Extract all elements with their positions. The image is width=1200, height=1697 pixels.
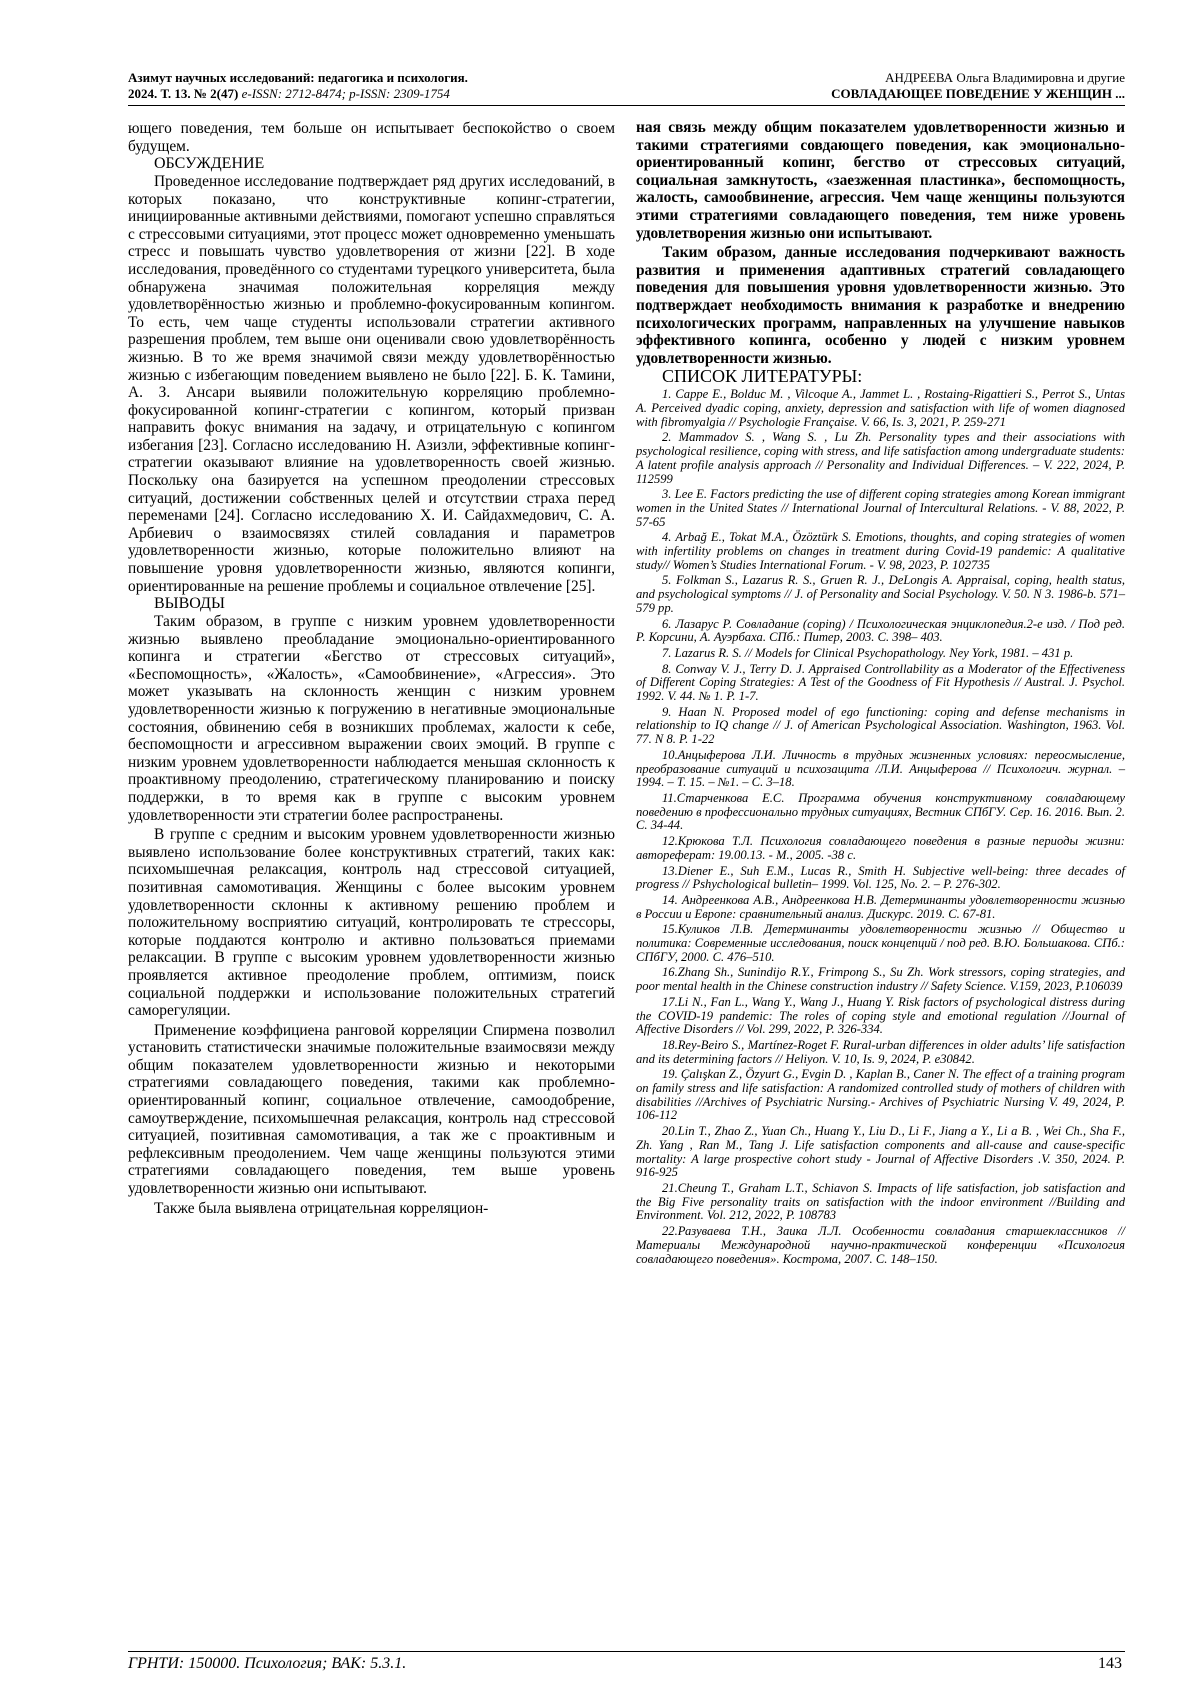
conclusion-paragraph-1: Таким образом, в группе с низким уровнем удовлетворенности жизнью выявлено преобладание эмоционально-ориентированного копинга и стратегии «Бегство от стрессовых ситуаций», «Беспомощность», «Жалость», «Самообвинение», «Агрессия». Это может указывать на склонность женщин с низким уровнем удовлетворенности жизнью к погружению в негативные эмоциональные состояния, обвинению себя в возникших проблемах, жалости к себе, беспомощности и агрессивном выражении своих эмоций. В группе с низким уровнем удовлетворенности наблюдается меньшая склонность к проактивному преодолению, стратегическому планированию и поиску поддержки, в то время как в группе с высоким уровнем удовлетворенности эти стратегии более распространены. (128, 613, 615, 824)
left-column (128, 120, 615, 1217)
reference-item: 19. Çalışkan Z., Özyurt G., Evgin D. , Kaplan B., Caner N. The effect of a training program on family stress and life satisfaction: A randomized controlled study of mothers of children with disabilities //Archives of Psychiatric Nursing.- Archives of Psychiatric Nursing V. 49, 2024, P. 106-112 (636, 1067, 1125, 1123)
reference-item: 13.Diener E., Suh E.M., Lucas R., Smith H. Subjective well-being: three decades of progress // Pshychological bulletin– 1999. Vol. 125, No. 2. – P. 276-302. (636, 863, 1125, 892)
reference-item: 7. Lazarus R. S. // Models for Clinical Psychopathology. Ney York, 1981. – 431 p. (662, 645, 1074, 660)
reference-item: 12.Крюкова Т.Л. Психология совладающего поведения в разные периоды жизни: автореферат: 19.00.13. - М., 2005. -38 с. (636, 834, 1125, 862)
reference-list (636, 388, 1125, 1266)
discussion-heading: ОБСУЖДЕНИЕ (154, 155, 265, 173)
conclusion-paragraph-3: Применение коэффициена ранговой корреляции Спирмена позволил установить статистически значимые положительные взаимосвязи между общим показателем удовлетворенности жизнью и некоторыми стратегиями совладающего поведения, такими как проблемно-ориентированный копинг, социальное отвлечение, самоодобрение, самоутверждение, психомышечная релаксация, контроль над стрессовой ситуацией, позитивная самомотивация, а так же с проактивным и рефлексивным преодолением. Чем чаще женщины пользуются этими стратегиями совладающего поведения, тем выше уровень удовлетворенности жизнью они испытывают. (128, 1021, 615, 1198)
classification-codes: ГРНТИ: 150000. Психология; ВАК: 5.3.1. (128, 1655, 407, 1672)
references-heading: СПИСОК ЛИТЕРАТУРЫ: (662, 366, 863, 387)
right-column (636, 119, 1125, 1268)
discussion-paragraph: Проведенное исследование подтверждает ряд других исследований, в которых показано, что конструктивные копинг-стратегии, инициированные активными действиями, помогают успешно справляться с стрессовыми ситуациями, этот процесс может одновременно уменьшать стресс и повышать чувство удовлетворения от жизни [22]. В ходе исследования, проведённого со студентами турецкого университета, была обнаружена значимая положительная корреляция между удовлетворённостью жизнью и проблемно-фокусированным копингом. То есть, чем чаще студенты использовали стратегии активного разрешения проблем, тем выше они оценивали свою удовлетворённость жизнью. В то же время значимой связи между удовлетворённостью жизнью с избегающим поведением выявлено не было [22]. Б. К. Тамини, А. З. Ансари выявили положительную корреляцию проблемно-фокусированной копинг-стратегии с копингом, который призван направить фокус внимания на задачу, и отрицательную с копингом избегания [23]. Согласно исследованию Н. Азизли, эффективные копинг-стратегии оказывают влияние на удовлетворенность своей жизнью. Поскольку она базируется на успешном преодолении стрессовых ситуаций, достижении собственных целей и отсутствии страха перед переменами [24]. Согласно исследованию Х. И. Сайдахмедович, С. А. Арбиевич о взаимосвязях стилей совладания и параметров удовлетворенности жизнью, которые положительно влияют на повышение уровня удовлетворенности жизнью, являются копинги, ориентированные на решение проблемы и социальное отвлечение [25]. (128, 172, 615, 595)
reference-item: 21.Cheung T., Graham L.T., Schiavon S. Impacts of life satisfaction, job satisfaction and the Big Five personality traits on satisfaction with the indoor environment //Building and Environment. Vol. 212, 2022, P. 108783 (636, 1180, 1125, 1223)
conclusion-paragraph-2: В группе с средним и высоким уровнем удовлетворенности жизнью выявлено использование более конструктивных стратегий, таких как: психомышечная релаксация, контроль над стрессовой ситуацией, позитивная самомотивация. Женщины с более высоким уровнем удовлетворенности склонны к активному решению проблем и положительному восприятию ситуаций, контролировать те стрессоры, которые поддаются контролю и активно пользоваться приемами релаксации. В группе с высоким уровнем удовлетворенности жизнью проявляется активное преодоление проблем, оптимизм, поиск социальной поддержки и использование положительных стратегий саморегуляции. (128, 826, 615, 1020)
running-header-right (655, 70, 1125, 102)
intro-paragraph: ющего поведения, тем больше он испытывает беспокойство о своем будущем. (128, 120, 615, 155)
reference-item: 10.Анцыферова Л.И. Личность в трудных жизненных условиях: переосмысление, преобразование ситуаций и психозащита /Л.И. Анцыферова // Психологич. журнал. – 1994. – Т. 15. – №1. – С. 3–18. (636, 747, 1125, 790)
page-number: 143 (1098, 1655, 1122, 1672)
reference-item: 1. Cappe E., Bolduc M. , Vilcoque A., Jammet L. , Rostaing-Rigattieri S., Perrot S., Untas A. Perceived dyadic coping, anxiety, depression and satisfaction with life of women diagnosed with fibromyalgia // Psychologie Française. V. 66, Is. 3, 2021, P. 259-271 (636, 387, 1125, 429)
reference-item: 16.Zhang Sh., Sunindijo R.Y., Frimpong S., Su Zh. Work stressors, coping strategies, and poor mental health in the Chinese construction industry // Safety Science. V.159, 2023, P.106039 (636, 965, 1125, 994)
header-rule (128, 105, 1125, 106)
conclusion-paragraph-4: Также была выявлена отрицательная корреляцион- (154, 1199, 489, 1217)
reference-item: 11.Старченкова Е.С. Программа обучения конструктивному совладающему поведению в профессионально трудных ситуациях, Вестник СПбГУ. Сер. 16. 2016. Вып. 2. С. 34-44. (636, 791, 1125, 833)
reference-item: 8. Conway V. J., Terry D. J. Appraised Controllability as a Moderator of the Effectiveness of Different Coping Strategies: A Test of the Goodness of Fit Hypothesis // Austral. J. Psychol. 1992. V. 44. № 1. P. 1-7. (636, 661, 1125, 704)
reference-item: 22.Разуваева Т.Н., Заика Л.Л. Особенности совладания старшеклассников // Материалы Международной научно-практической конференции «Психология совладающего поведения». Кострома, 2007. С. 148–150. (636, 1224, 1125, 1266)
reference-item: 3. Lee E. Factors predicting the use of different coping strategies among Korean immigrant women in the United States // International Journal of Intercultural Relations. - V. 88, 2022, P. 57-65 (636, 487, 1125, 529)
conclusions-heading: ВЫВОДЫ (154, 595, 225, 613)
article-title: СОВЛАДАЮЩЕЕ ПОВЕДЕНИЕ У ЖЕНЩИН ... (831, 86, 1125, 101)
reference-item: 5. Folkman S., Lazarus R. S., Gruen R. J., DeLongis A. Appraisal, coping, health status, and psychological symptoms // J. of Personality and Social Psychology. V. 50. N 3. 1986-b. 571–579 pp. (636, 573, 1125, 615)
reference-item: 15.Куликов Л.В. Детерминанты удовлетворенности жизнью // Общество и политика: Современные исследования, поиск концепций / под ред. В.Ю. Большакова. СПб.: СПбГУ, 2000. С. 476–510. (636, 922, 1125, 964)
reference-item: 4. Arbağ E., Tokat M.A., Özöztürk S. Emotions, thoughts, and coping strategies of women with infertility problems on changes in treatment during Covid-19 pandemic: A qualitative study// Women’s Studies International Forum. - V. 98, 2023, P. 102735 (636, 530, 1125, 572)
journal-issue: 2024. Т. 13. № 2(47) (128, 86, 239, 101)
reference-item: 18.Rey-Beiro S., Martínez-Roget F. Rural-urban differences in older adults’ life satisfaction and its determining factors // Heliyon. V. 10, Is. 9, 2024, P. e30842. (636, 1037, 1125, 1066)
final-paragraph: Таким образом, данные исследования подчеркивают важность развития и применения адаптивных стратегий совладающего поведения для повышения уровня удовлетворенности жизнью. Это подтверждает необходимость внимания к разработке и внедрению психологических программ, направленных на улучшение навыков эффективного копинга, особенно у людей с низким уровнем удовлетворенности жизнью. (636, 244, 1125, 367)
journal-name: Азимут научных исследований: педагогика и психология. (128, 70, 468, 85)
reference-item: 20.Lin T., Zhao Z., Yuan Ch., Huang Y., Liu D., Li F., Jiang a Y., Li a B. , Wei Ch., Sha F., Zh. Yang , Ran M., Tang J. Life satisfaction components and all-cause and cause-specific mortality: A large prospective cohort study - Journal of Affective Disorders .V. 350, 2024. P. 916-925 (636, 1124, 1125, 1180)
running-header-left (128, 70, 688, 102)
journal-issn: e-ISSN: 2712-8474; p-ISSN: 2309-1754 (241, 86, 450, 101)
reference-item: 14. Андреенкова А.В., Андреенкова Н.В. Детерминанты удовлетворенности жизнью в России и Европе: сравнительный анализ. Дискурс. 2019. С. 67-81. (636, 892, 1125, 921)
journal-issue-line (128, 86, 688, 102)
footer-rule (128, 1651, 1125, 1652)
reference-item: 17.Li N., Fan L., Wang Y., Wang J., Huang Y. Risk factors of psychological distress during the COVID-19 pandemic: The roles of coping style and emotional regulation //Journal of Affective Disorders // Vol. 299, 2022, P. 326-334. (636, 994, 1125, 1037)
reference-item: 9. Haan N. Proposed model of ego functioning: coping and defense mechanisms in relationship to IQ change // J. of American Psychological Association. Washington, 1963. Vol. 77. N 8. P. 1-22 (636, 704, 1125, 747)
reference-item: 2. Mammadov S. , Wang S. , Lu Zh. Personality types and their associations with psychological resilience, coping with stress, and life satisfaction among undergraduate students: A latent profile analysis approach // Personality and Individual Differences. – V. 222, 2024, P. 112599 (636, 430, 1125, 486)
continuation-paragraph: ная связь между общим показателем удовлетворенности жизнью и такими стратегиями совдающего поведения, как эмоционально-ориентированный копинг, бегство от стрессовых ситуаций, социальная замкнутость, «заезженная пластинка», беспомощность, жалость, самообвинение, агрессия. Чем чаще женщины пользуются этими стратегиями совладающего поведения, тем ниже уровень удовлетворения жизнью они испытывают. (636, 119, 1125, 242)
reference-item: 6. Лазарус Р. Совладание (coping) / Психологическая энциклопедия.2-е изд. / Под ред. Р. Корсини, А. Ауэрбаха. СПб.: Питер, 2003. С. 398– 403. (636, 616, 1125, 645)
article-authors: АНДРЕЕВА Ольга Владимировна и другие (885, 70, 1125, 85)
